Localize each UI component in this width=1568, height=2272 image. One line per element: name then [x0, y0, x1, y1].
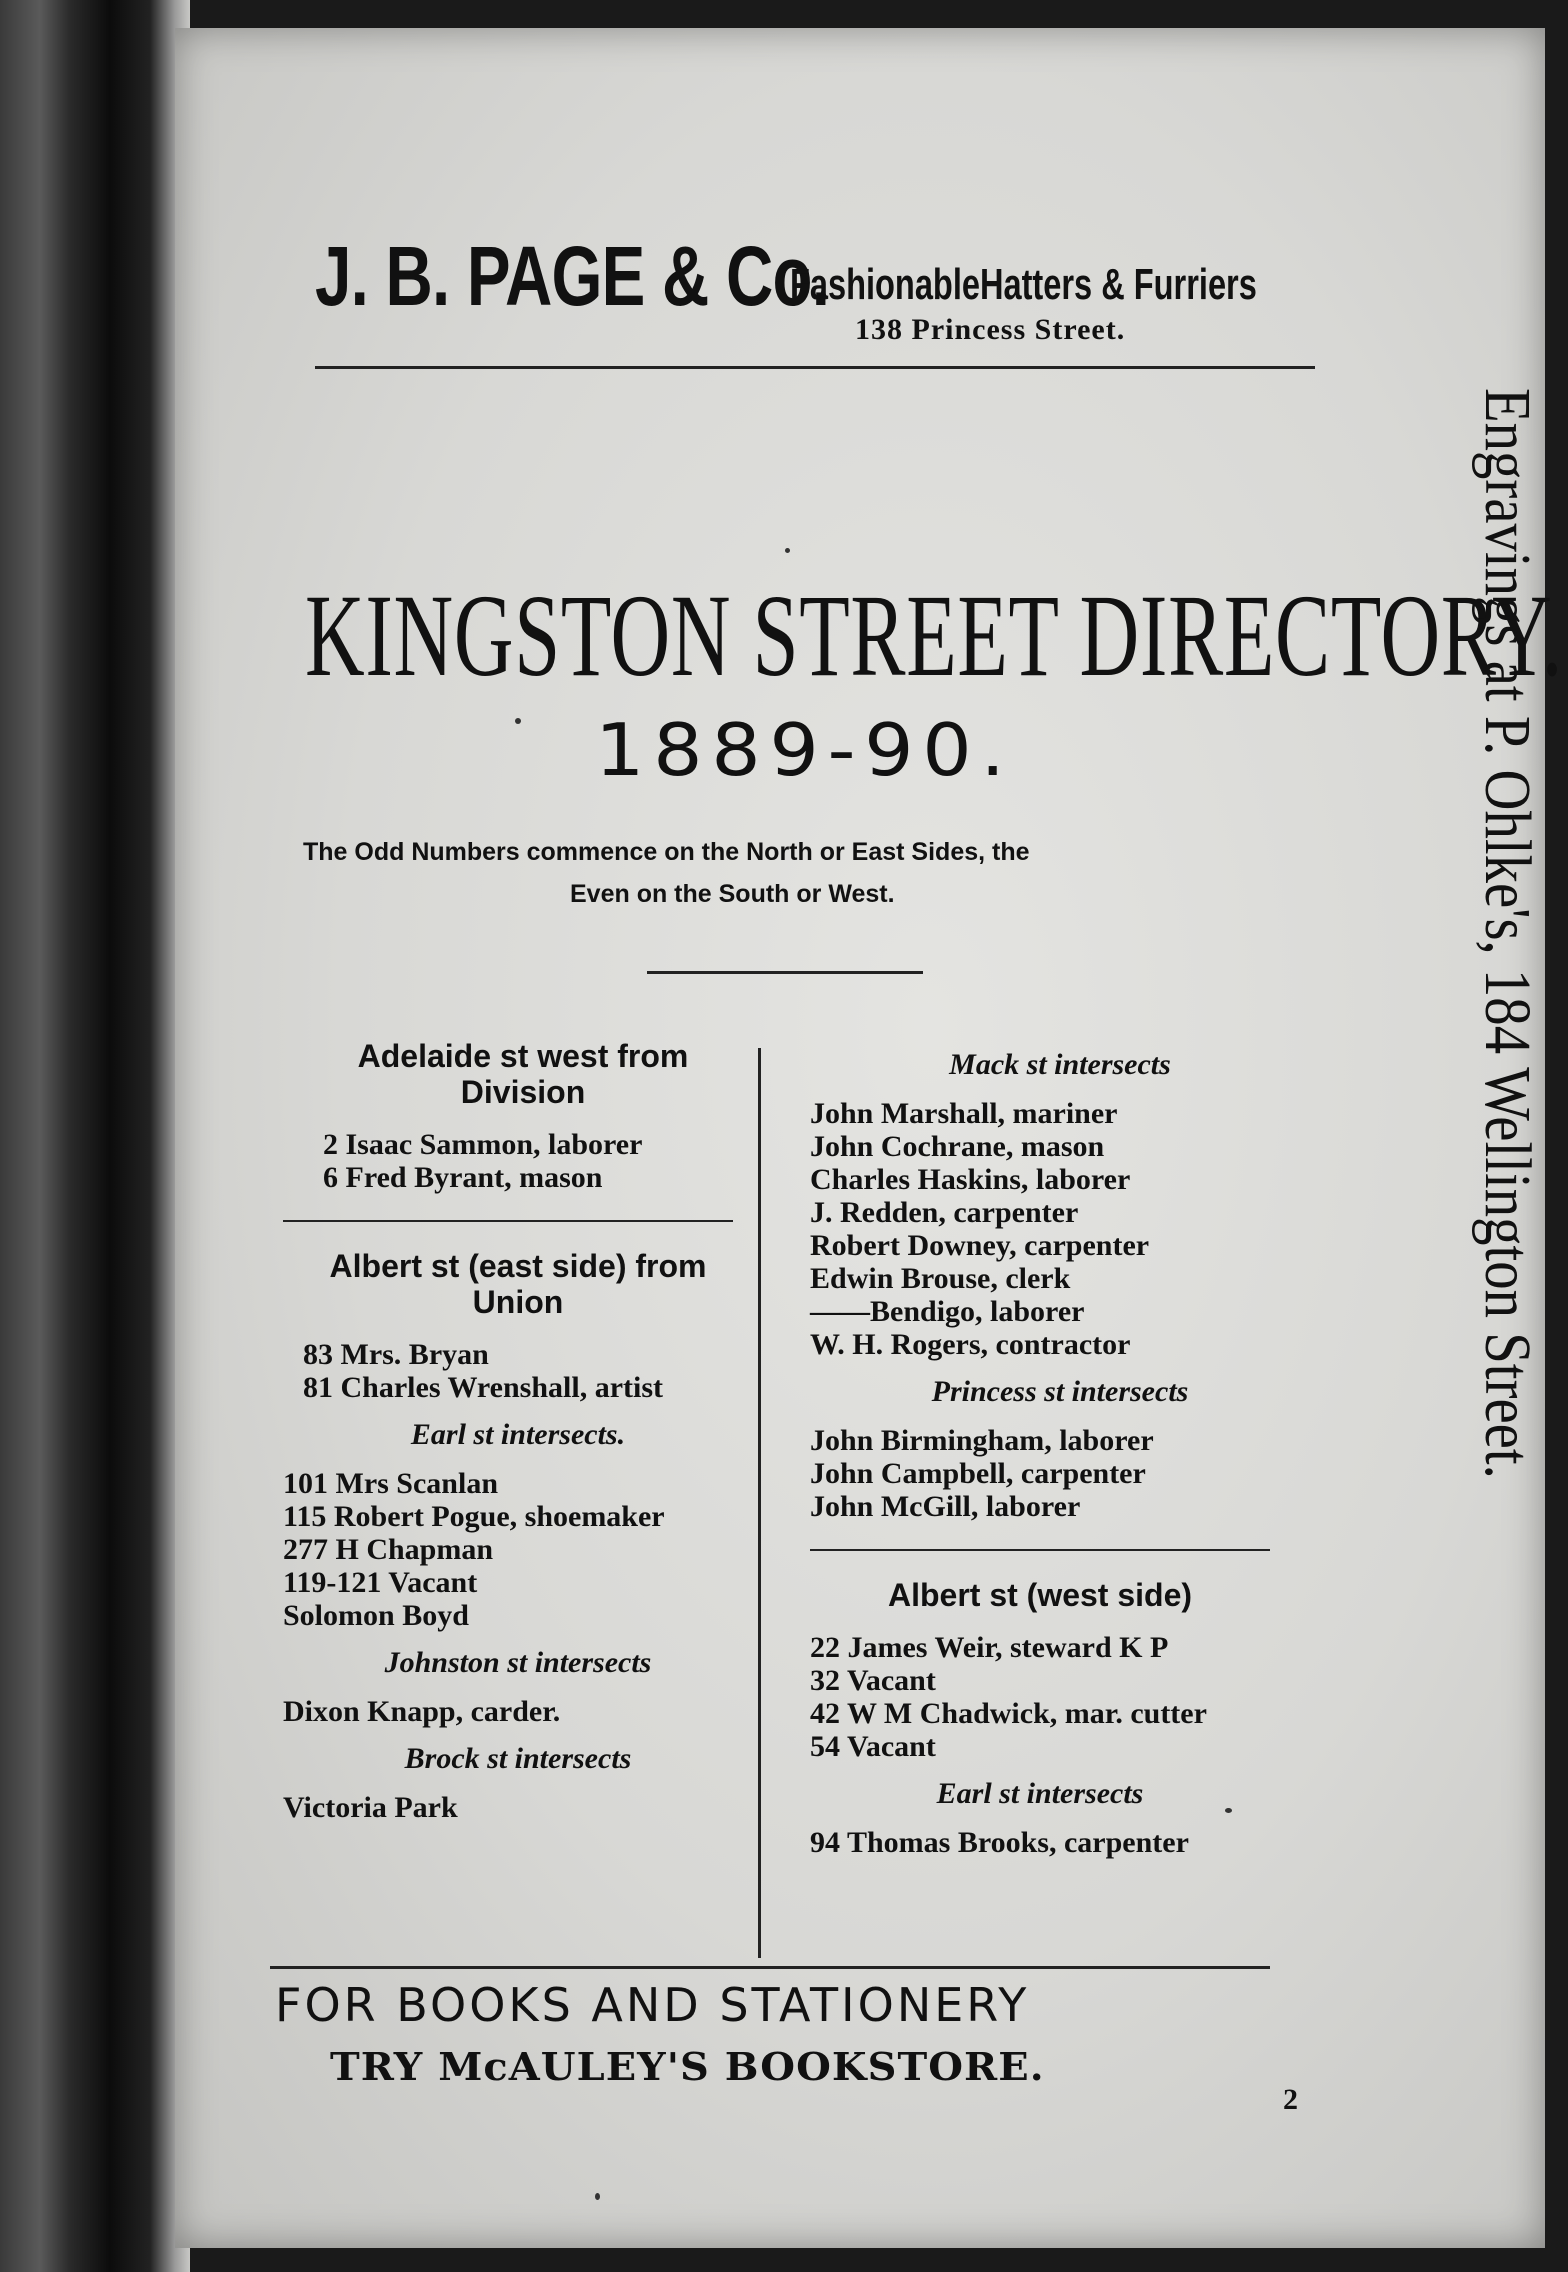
footer-ad-line1: FOR BOOKS AND STATIONERY — [275, 1978, 1030, 2032]
list-item: 94 Thomas Brooks, carpenter — [810, 1826, 1189, 1859]
list-item: 42 W M Chadwick, mar. cutter — [810, 1697, 1207, 1730]
list-item: J. Redden, carpenter — [810, 1196, 1079, 1229]
directory-year: 1889-90. — [595, 708, 1014, 792]
list-item: 115 Robert Pogue, shoemaker — [283, 1500, 665, 1533]
footer-rule — [270, 1966, 1270, 1969]
list-item: 277 H Chapman — [283, 1533, 494, 1566]
section-rule — [810, 1549, 1270, 1551]
page-title: KINGSTON STREET DIRECTORY. — [305, 570, 1564, 701]
list-item: ——Bendigo, laborer — [810, 1295, 1085, 1328]
scan-speck — [515, 718, 521, 724]
scan-speck — [595, 2193, 600, 2200]
list-item: 101 Mrs Scanlan — [283, 1467, 499, 1500]
list-item: 81 Charles Wrenshall, artist — [303, 1371, 664, 1404]
section-heading-albert-west: Albert st (west side) — [887, 1577, 1193, 1613]
list-item: 2 Isaac Sammon, laborer — [323, 1128, 643, 1161]
list-item: 22 James Weir, steward K P — [810, 1631, 1169, 1664]
list-item: Edwin Brouse, clerk — [810, 1262, 1071, 1295]
list-item: John McGill, laborer — [810, 1490, 1081, 1523]
list-item: 32 Vacant — [810, 1664, 936, 1697]
footer-ad-line2: TRY McAULEY'S BOOKSTORE. — [330, 2044, 1045, 2089]
list-item: John Campbell, carpenter — [810, 1457, 1146, 1490]
list-item: W. H. Rogers, contractor — [810, 1328, 1131, 1361]
list-item: 54 Vacant — [810, 1730, 936, 1763]
list-item: 83 Mrs. Bryan — [303, 1338, 489, 1371]
list-item: Solomon Boyd — [283, 1599, 469, 1632]
side-advertisement: Engravings at P. Ohlke's, 184 Wellington Street. — [1471, 388, 1544, 1479]
intersect-label: Johnston st intersects — [384, 1646, 652, 1679]
list-item: John Marshall, mariner — [810, 1097, 1118, 1130]
list-item: John Birmingham, laborer — [810, 1424, 1154, 1457]
list-item: 119-121 Vacant — [283, 1566, 478, 1599]
section-heading-albert-east: Albert st (east side) from Union — [329, 1248, 707, 1320]
list-item: Victoria Park — [283, 1791, 458, 1824]
title-rule — [647, 971, 923, 974]
numbering-note-line2: Even on the South or West. — [570, 880, 895, 908]
intersect-label: Mack st intersects — [949, 1048, 1171, 1081]
numbering-note-line1: The Odd Numbers commence on the North or East Sides, the — [303, 838, 1030, 866]
list-item: Charles Haskins, laborer — [810, 1163, 1131, 1196]
section-heading-adelaide: Adelaide st west from Division — [357, 1038, 689, 1110]
directory-page — [175, 28, 1564, 2248]
list-item: John Cochrane, mason — [810, 1130, 1105, 1163]
list-item: 6 Fred Byrant, mason — [323, 1161, 603, 1194]
intersect-label: Earl st intersects. — [410, 1418, 626, 1451]
section-rule — [283, 1220, 733, 1222]
list-item: Robert Downey, carpenter — [810, 1229, 1150, 1262]
scan-speck — [1225, 1808, 1232, 1813]
right-column — [790, 1048, 1430, 1859]
intersect-label: Brock st intersects — [404, 1742, 632, 1775]
intersect-label: Princess st intersects — [931, 1375, 1189, 1408]
scan-speck — [785, 548, 790, 553]
intersect-label: Earl st intersects — [936, 1777, 1144, 1810]
page-number: 2 — [1283, 2083, 1298, 2116]
advertiser-address: 138 Princess Street. — [855, 313, 1126, 346]
advertiser-name: J. B. PAGE & Co. — [315, 229, 830, 323]
list-item: Dixon Knapp, carder. — [283, 1695, 561, 1728]
book-spine — [0, 0, 190, 2272]
header-rule — [315, 366, 1315, 369]
advertiser-trade: FashionableHatters & Furriers — [790, 260, 1257, 309]
